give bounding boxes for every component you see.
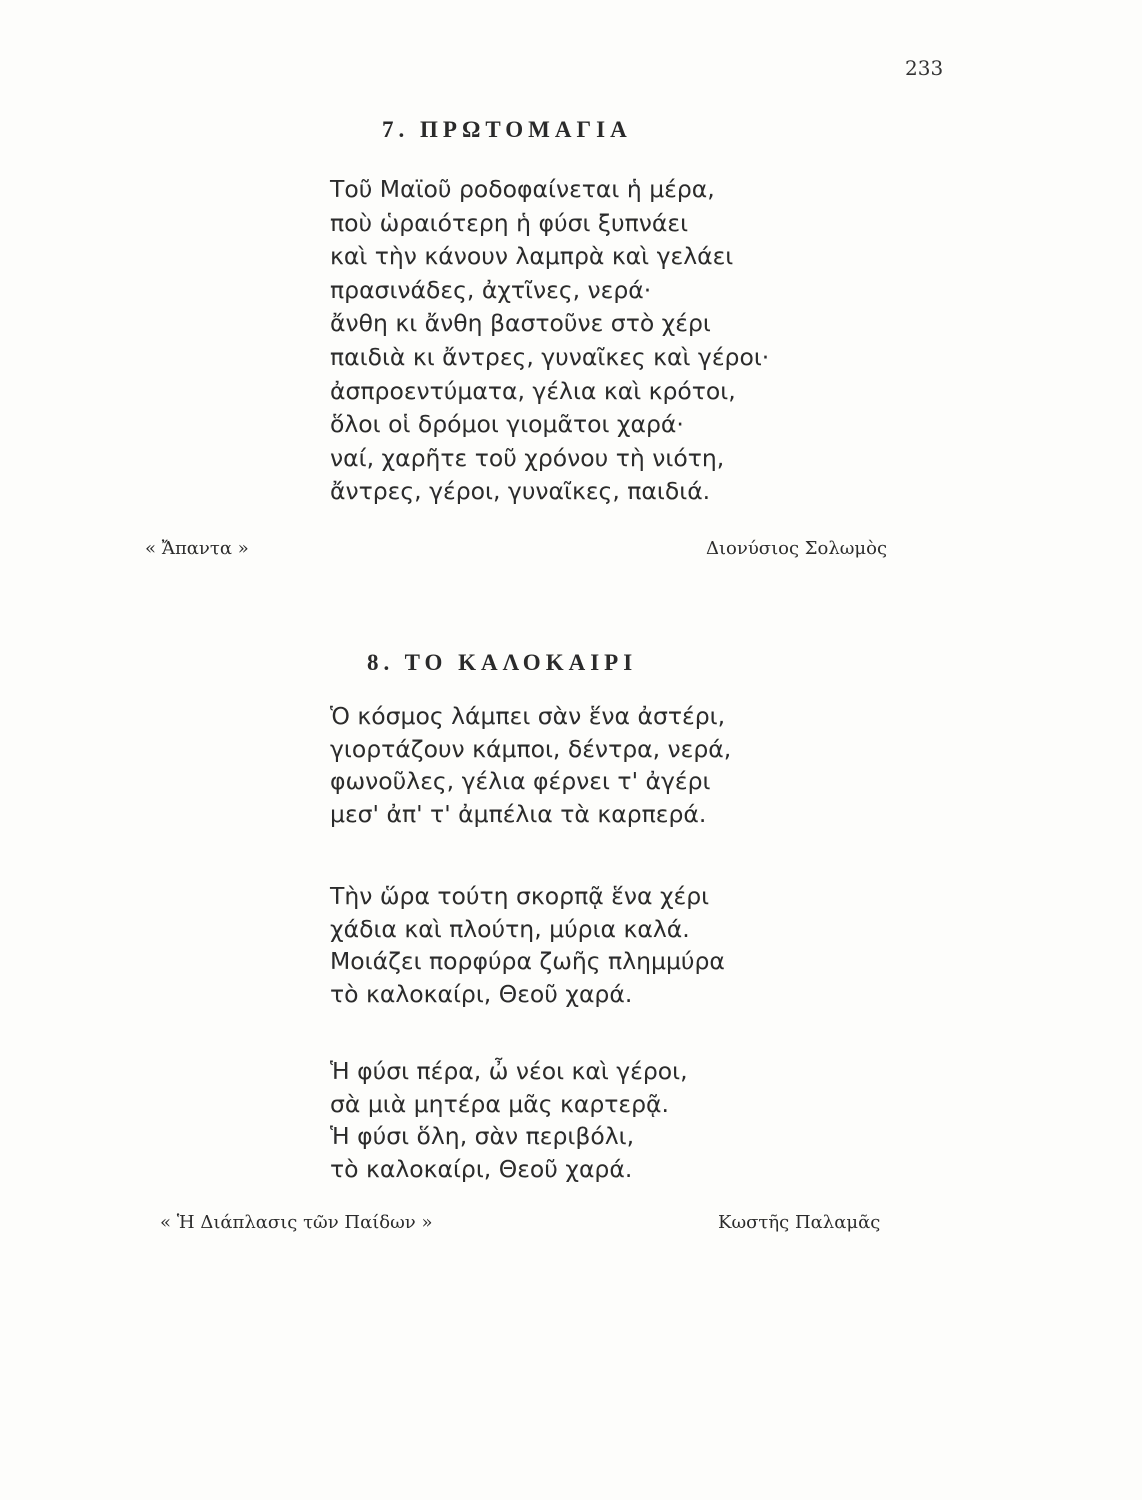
poem-source: « Ἄπαντα » — [145, 538, 249, 559]
verse-line: γιορτάζουν κάμποι, δέντρα, νερά, — [330, 734, 732, 763]
verse-line: Ἡ φύσι πέρα, ὦ νέοι καὶ γέροι, — [330, 1057, 688, 1085]
verse-line: Ἡ φύσι ὅλη, σὰν περιβόλι, — [330, 1122, 635, 1150]
verse-line: Μοιάζει πορφύρα ζωῆς πλημμύρα — [330, 947, 725, 975]
verse-line: καὶ τὴν κάνουν λαμπρὰ καὶ γελάει — [330, 242, 734, 271]
verse-line: ναί, χαρῆτε τοῦ χρόνου τὴ νιότη, — [330, 443, 725, 472]
verse-line: ἄντρες, γέροι, γυναῖκες, παιδιά. — [330, 477, 711, 506]
verse-line: χάδια καὶ πλούτη, μύρια καλά. — [330, 914, 690, 943]
verse-line: τὸ καλοκαίρι, Θεοῦ χαρά. — [330, 1154, 633, 1183]
poem-stanza — [330, 173, 769, 509]
poem-author: Διονύσιος Σολωμὸς — [706, 538, 888, 559]
verse-line: τὸ καλοκαίρι, Θεοῦ χαρά. — [330, 979, 633, 1008]
page-number: 233 — [905, 56, 944, 80]
poem-stanza — [330, 880, 725, 1010]
verse-line: Τοῦ Μαϊοῦ ροδοφαίνεται ἡ μέρα, — [330, 175, 715, 203]
poem-stanza — [330, 1055, 688, 1185]
verse-line: ἀσπροεντύματα, γέλια καὶ κρότοι, — [330, 376, 736, 405]
verse-line: παιδιὰ κι ἄντρες, γυναῖκες καὶ γέροι· — [330, 342, 770, 371]
poem-stanza — [330, 700, 731, 830]
verse-line: μεσ' ἀπ' τ' ἀμπέλια τὰ καρπερά. — [330, 799, 707, 828]
verse-line: σὰ μιὰ μητέρα μᾶς καρτερᾷ. — [330, 1089, 669, 1118]
verse-line: ὅλοι οἱ δρόμοι γιομᾶτοι χαρά· — [330, 410, 684, 439]
verse-line: ἄνθη κι ἄνθη βαστοῦνε στὸ χέρι — [330, 309, 711, 338]
verse-line: Ὁ κόσμος λάμπει σὰν ἕνα ἀστέρι, — [330, 702, 726, 730]
poem-title: 7. ΠΡΩΤΟΜΑΓΙΑ — [382, 117, 632, 142]
verse-line: φωνοῦλες, γέλια φέρνει τ' ἀγέρι — [330, 767, 711, 795]
poem-source: « Ἡ Διάπλασις τῶν Παίδων » — [160, 1212, 433, 1233]
verse-line: ποὺ ὡραιότερη ἡ φύσι ξυπνάει — [330, 208, 689, 237]
verse-line: Τὴν ὥρα τούτη σκορπᾷ ἕνα χέρι — [330, 882, 710, 910]
poem-author: Κωστῆς Παλαμᾶς — [718, 1212, 881, 1233]
verse-line: πρασινάδες, ἀχτῖνες, νερά· — [330, 275, 652, 304]
poem-title: 8. ΤΟ ΚΑΛΟΚΑΙΡΙ — [367, 650, 638, 675]
